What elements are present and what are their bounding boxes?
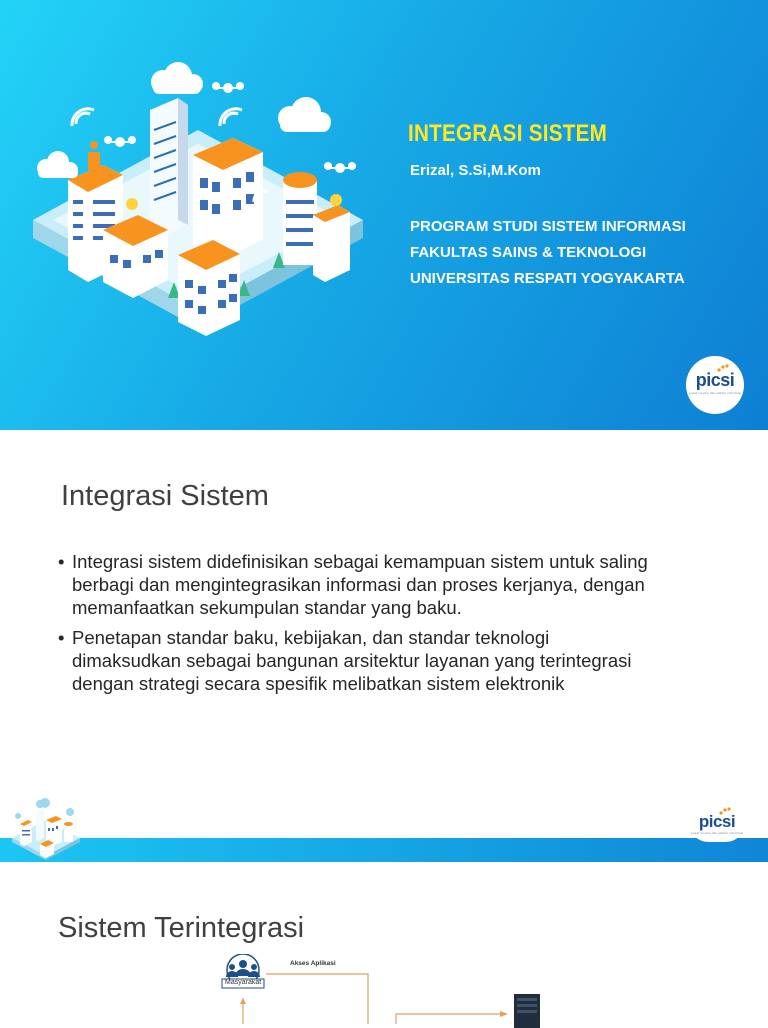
- picsi-logo: [690, 802, 744, 842]
- bullet-line: memanfaatkan sekumpulan standar yang baku.: [72, 597, 462, 618]
- logo-tagline: pusat inovasi dan sistem informasi: [690, 831, 744, 835]
- city-illustration-icon: [10, 798, 82, 862]
- author-name: Erizal, S.Si,M.Kom: [410, 162, 541, 179]
- footer-band: [0, 838, 768, 862]
- presentation-title: INTEGRASI SISTEM: [408, 120, 608, 147]
- picsi-logo: [686, 356, 744, 414]
- organization-line: FAKULTAS SAINS & TEKNOLOGI: [410, 244, 647, 261]
- organization-block: [410, 214, 686, 292]
- logo-tagline: pusat inovasi dan sistem informasi: [688, 391, 742, 395]
- edge-label-akses: Akses Aplikasi: [290, 960, 336, 967]
- organization-line: UNIVERSITAS RESPATI YOGYAKARTA: [410, 270, 685, 287]
- bullet-marker: •: [58, 551, 65, 572]
- city-illustration-icon: [28, 60, 368, 360]
- bullet-marker: •: [58, 627, 65, 648]
- bullet-list: [58, 550, 748, 702]
- content-slide-terintegrasi: [0, 862, 768, 1024]
- server-icon: [512, 994, 542, 1028]
- slide-heading: Integrasi Sistem: [61, 480, 269, 512]
- bullet-item: [58, 626, 748, 695]
- bullet-line: dengan strategi secara spesifik melibatkan sistem elektronik: [72, 673, 565, 694]
- organization-line: PROGRAM STUDI SISTEM INFORMASI: [410, 218, 686, 235]
- slide-heading: Sistem Terintegrasi: [58, 912, 305, 944]
- bullet-line: berbagi dan mengintegrasikan informasi dan proses kerjanya, dengan: [72, 574, 645, 595]
- bullet-line: Penetapan standar baku, kebijakan, dan standar teknologi: [72, 627, 550, 648]
- bullet-line: Integrasi sistem didefinisikan sebagai kemampuan sistem untuk saling: [72, 551, 648, 572]
- bullet-item: [58, 550, 748, 619]
- logo-wordmark: picsi: [698, 812, 736, 831]
- title-slide: [0, 0, 768, 430]
- node-label-user: Masyarakat: [225, 979, 262, 986]
- logo-wordmark: picsi: [695, 370, 735, 390]
- content-slide-integrasi: [0, 430, 768, 862]
- bullet-line: dimaksudkan sebagai bangunan arsitektur layanan yang terintegrasi: [72, 650, 632, 671]
- integration-diagram: [200, 954, 600, 1024]
